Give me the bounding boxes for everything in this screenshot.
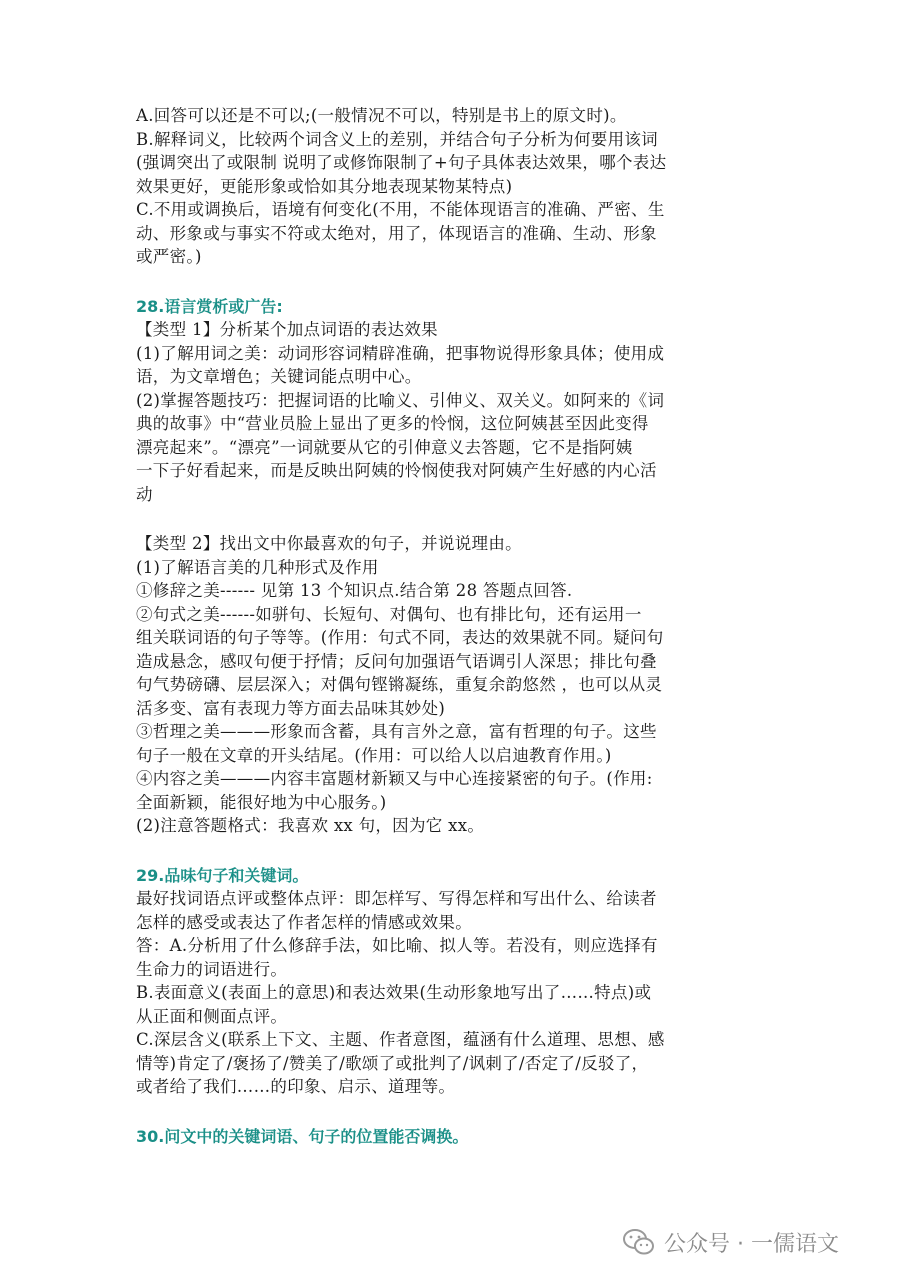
- text-line: A.回答可以还是不可以;(一般情况不可以，特别是书上的原文时)。: [136, 106, 627, 125]
- text-line: C.不用或调换后，语境有何变化(不用，不能体现语言的准确、严密、生: [136, 200, 665, 219]
- text-line: 最好找词语点评或整体点评：即怎样写、写得怎样和写出什么、给读者: [136, 889, 657, 908]
- text-line: 答：A.分析用了什么修辞手法，如比喻、拟人等。若没有，则应选择有: [136, 936, 658, 955]
- paragraph-gap: [136, 506, 768, 532]
- section-heading: 30.问文中的关键词语、句子的位置能否调换。: [136, 1126, 469, 1146]
- text-line: 活多变、富有表现力等方面去品味其妙处): [136, 698, 446, 718]
- paragraph-gap: [136, 838, 768, 864]
- text-line: (1)了解用词之美：动词形容词精辟准确，把事物说得形象具体；使用成: [136, 343, 665, 363]
- text-line: B.解释词义，比较两个词含义上的差别，并结合句子分析为何要用该词: [136, 129, 658, 149]
- text-line: 动: [136, 484, 153, 504]
- text-line: (1)了解语言美的几种形式及作用: [136, 557, 379, 577]
- text-line: ④内容之美———内容丰富题材新颖又与中心连接紧密的句子。(作用:: [136, 769, 653, 788]
- text-line: 或者给了我们……的印象、启示、道理等。: [136, 1077, 456, 1096]
- text-line: 组关联词语的句子等等。(作用：句式不同，表达的效果就不同。疑问句: [136, 628, 664, 647]
- text-line: ②句式之美------如骈句、长短句、对偶句、也有排比句，还有运用一: [136, 604, 642, 624]
- paragraph-gap: [136, 1099, 768, 1125]
- text-line: 生命力的词语进行。: [136, 959, 288, 979]
- text-line: 效果更好，更能形象或恰如其分地表现某物某特点): [136, 176, 513, 196]
- text-line: 语，为文章增色；关键词能点明中心。: [136, 367, 422, 386]
- text-line: (2)掌握答题技巧：把握词语的比喻义、引伸义、双关义。如阿来的《词: [136, 390, 665, 410]
- text-line: 从正面和侧面点评。: [136, 1006, 288, 1026]
- text-line: 怎样的感受或表达了作者怎样的情感或效果。: [136, 912, 472, 932]
- text-line: ①修辞之美------ 见第 13 个知识点.结合第 28 答题点回答.: [136, 581, 573, 600]
- section-heading: 28.语言赏析或广告:: [136, 296, 283, 316]
- text-line: 句气势磅礴、层层深入；对偶句铿锵凝练，重复余韵悠然 ，也可以从灵: [136, 675, 663, 694]
- text-line: B.表面意义(表面上的意思)和表达效果(生动形象地写出了……特点)或: [136, 983, 652, 1002]
- text-line: 动、形象或与事实不符或太绝对，用了，体现语言的准确、生动、形象: [136, 223, 657, 243]
- text-line: 造成悬念，感叹句便于抒情；反问句加强语气语调引人深思；排比句叠: [136, 651, 657, 671]
- text-line: 或严密。): [136, 247, 202, 266]
- text-line: C.深层含义(联系上下文、主题、作者意图，蕴涵有什么道理、思想、感: [136, 1030, 665, 1049]
- text-line: 一下子好看起来，而是反映出阿姨的怜悯使我对阿姨产生好感的内心活: [136, 461, 657, 480]
- document-page: [136, 104, 768, 1148]
- wechat-icon: [622, 1227, 656, 1257]
- watermark: [622, 1224, 839, 1260]
- text-line: 【类型 2】找出文中你最喜欢的句子，并说说理由。: [136, 534, 522, 553]
- text-line: 句子一般在文章的开头结尾。(作用：可以给人以启迪教育作用。): [136, 745, 612, 765]
- text-line: 漂亮起来”。“漂亮”一词就要从它的引伸意义去答题，它不是指阿姨: [136, 437, 633, 457]
- text-line: ③哲理之美———形象而含蓄，具有言外之意，富有哲理的句子。这些: [136, 722, 657, 741]
- text-line: 典的故事》中“营业员脸上显出了更多的怜悯，这位阿姨甚至因此变得: [136, 414, 649, 433]
- text-line: 【类型 1】分析某个加点词语的表达效果: [136, 320, 438, 339]
- paragraph-gap: [136, 269, 768, 295]
- text-line: (强调突出了或限制 说明了或修饰限制了+句子具体表达效果，哪个表达: [136, 153, 667, 172]
- text-line: 情等)肯定了/褒扬了/赞美了/歌颂了或批判了/讽刺了/否定了/反驳了，: [136, 1053, 649, 1073]
- watermark-text: 公众号 · 一儒语文: [664, 1231, 839, 1257]
- text-line: 全面新颖，能很好地为中心服务。): [136, 792, 387, 812]
- text-line: (2)注意答题格式：我喜欢 xx 句，因为它 xx。: [136, 816, 485, 835]
- section-heading: 29.品味句子和关键词。: [136, 865, 309, 885]
